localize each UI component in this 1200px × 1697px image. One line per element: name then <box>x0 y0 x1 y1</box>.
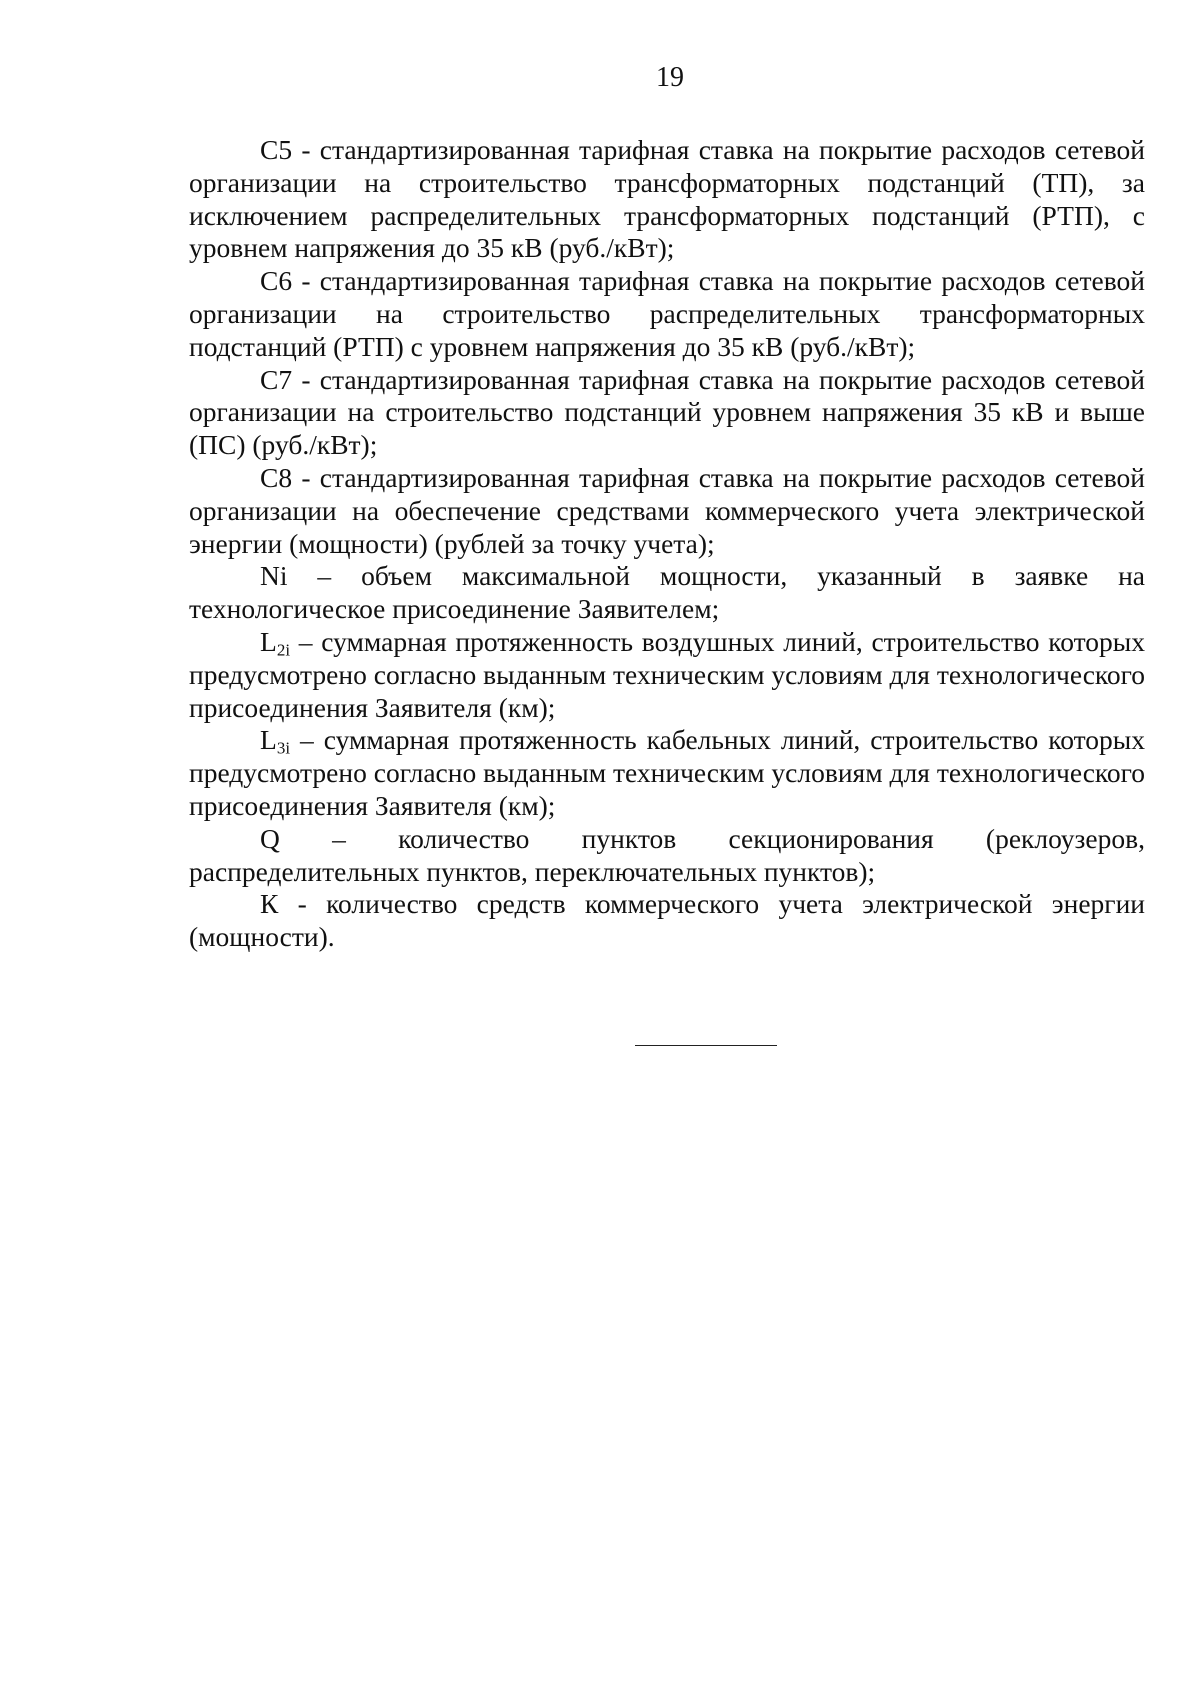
definition-text: – суммарная протяженность кабельных линий, строительство которых предусмотрено согласно выданным техническим условиям для технологического присоединения Заявителя (км); <box>189 724 1145 821</box>
definition-c5 <box>189 134 1145 265</box>
definition-l3i <box>189 724 1145 822</box>
definition-c6 <box>189 265 1145 363</box>
definition-text: – объем максимальной мощности, указанный в заявке на технологическое присоединение Заявителем; <box>189 560 1145 625</box>
definition-term: К <box>260 888 279 920</box>
definition-term: L <box>260 625 277 657</box>
definition-k <box>189 888 1145 954</box>
definition-c8 <box>189 462 1145 560</box>
definition-term: L <box>260 724 277 756</box>
definition-term-subscript: 2i <box>276 640 291 660</box>
definition-q <box>189 823 1145 889</box>
definition-ni <box>189 560 1145 626</box>
definition-text: - стандартизированная тарифная ставка на покрытие расходов сетевой организации на строительство распределительных трансформаторных подстанций (РТП) с уровнем напряжения до 35 кВ (руб./кВт); <box>189 265 1145 362</box>
definition-term: Q <box>260 822 280 854</box>
definition-term: C8 <box>260 461 293 493</box>
definition-c7 <box>189 364 1145 462</box>
definition-text: - стандартизированная тарифная ставка на покрытие расходов сетевой организации на обеспечение средствами коммерческого учета электрической энергии (мощности) (рублей за точку учета); <box>189 461 1145 559</box>
definition-term: C5 <box>260 134 293 165</box>
definition-text: - количество средств коммерческого учета электрической энергии (мощности). <box>189 888 1145 953</box>
definition-text: – суммарная протяженность воздушных линий, строительство которых предусмотрено согласно выданным техническим условиям для технологического присоединения Заявителя (км); <box>189 625 1145 723</box>
definition-term: C7 <box>260 363 293 395</box>
definition-text: - стандартизированная тарифная ставка на покрытие расходов сетевой организации на строительство трансформаторных подстанций (ТП), за исключением распределительных трансформаторных подстанций (РТП), с уровнем напряжения до 35 кВ (руб./кВт); <box>189 134 1145 264</box>
definition-term: Ni <box>260 560 288 592</box>
definitions-list <box>189 134 1145 954</box>
definition-term-subscript: 3i <box>276 738 291 758</box>
definition-text: – количество пунктов секционирования (реклоузеров, распределительных пунктов, переключательных пунктов); <box>189 822 1145 887</box>
definition-term: C6 <box>260 265 293 297</box>
page-number: 19 <box>656 62 684 93</box>
end-of-document-rule <box>635 1045 777 1046</box>
definition-text: - стандартизированная тарифная ставка на покрытие расходов сетевой организации на строительство подстанций уровнем напряжения 35 кВ и выше (ПС) (руб./кВт); <box>189 363 1145 461</box>
definition-l2i <box>189 626 1145 724</box>
